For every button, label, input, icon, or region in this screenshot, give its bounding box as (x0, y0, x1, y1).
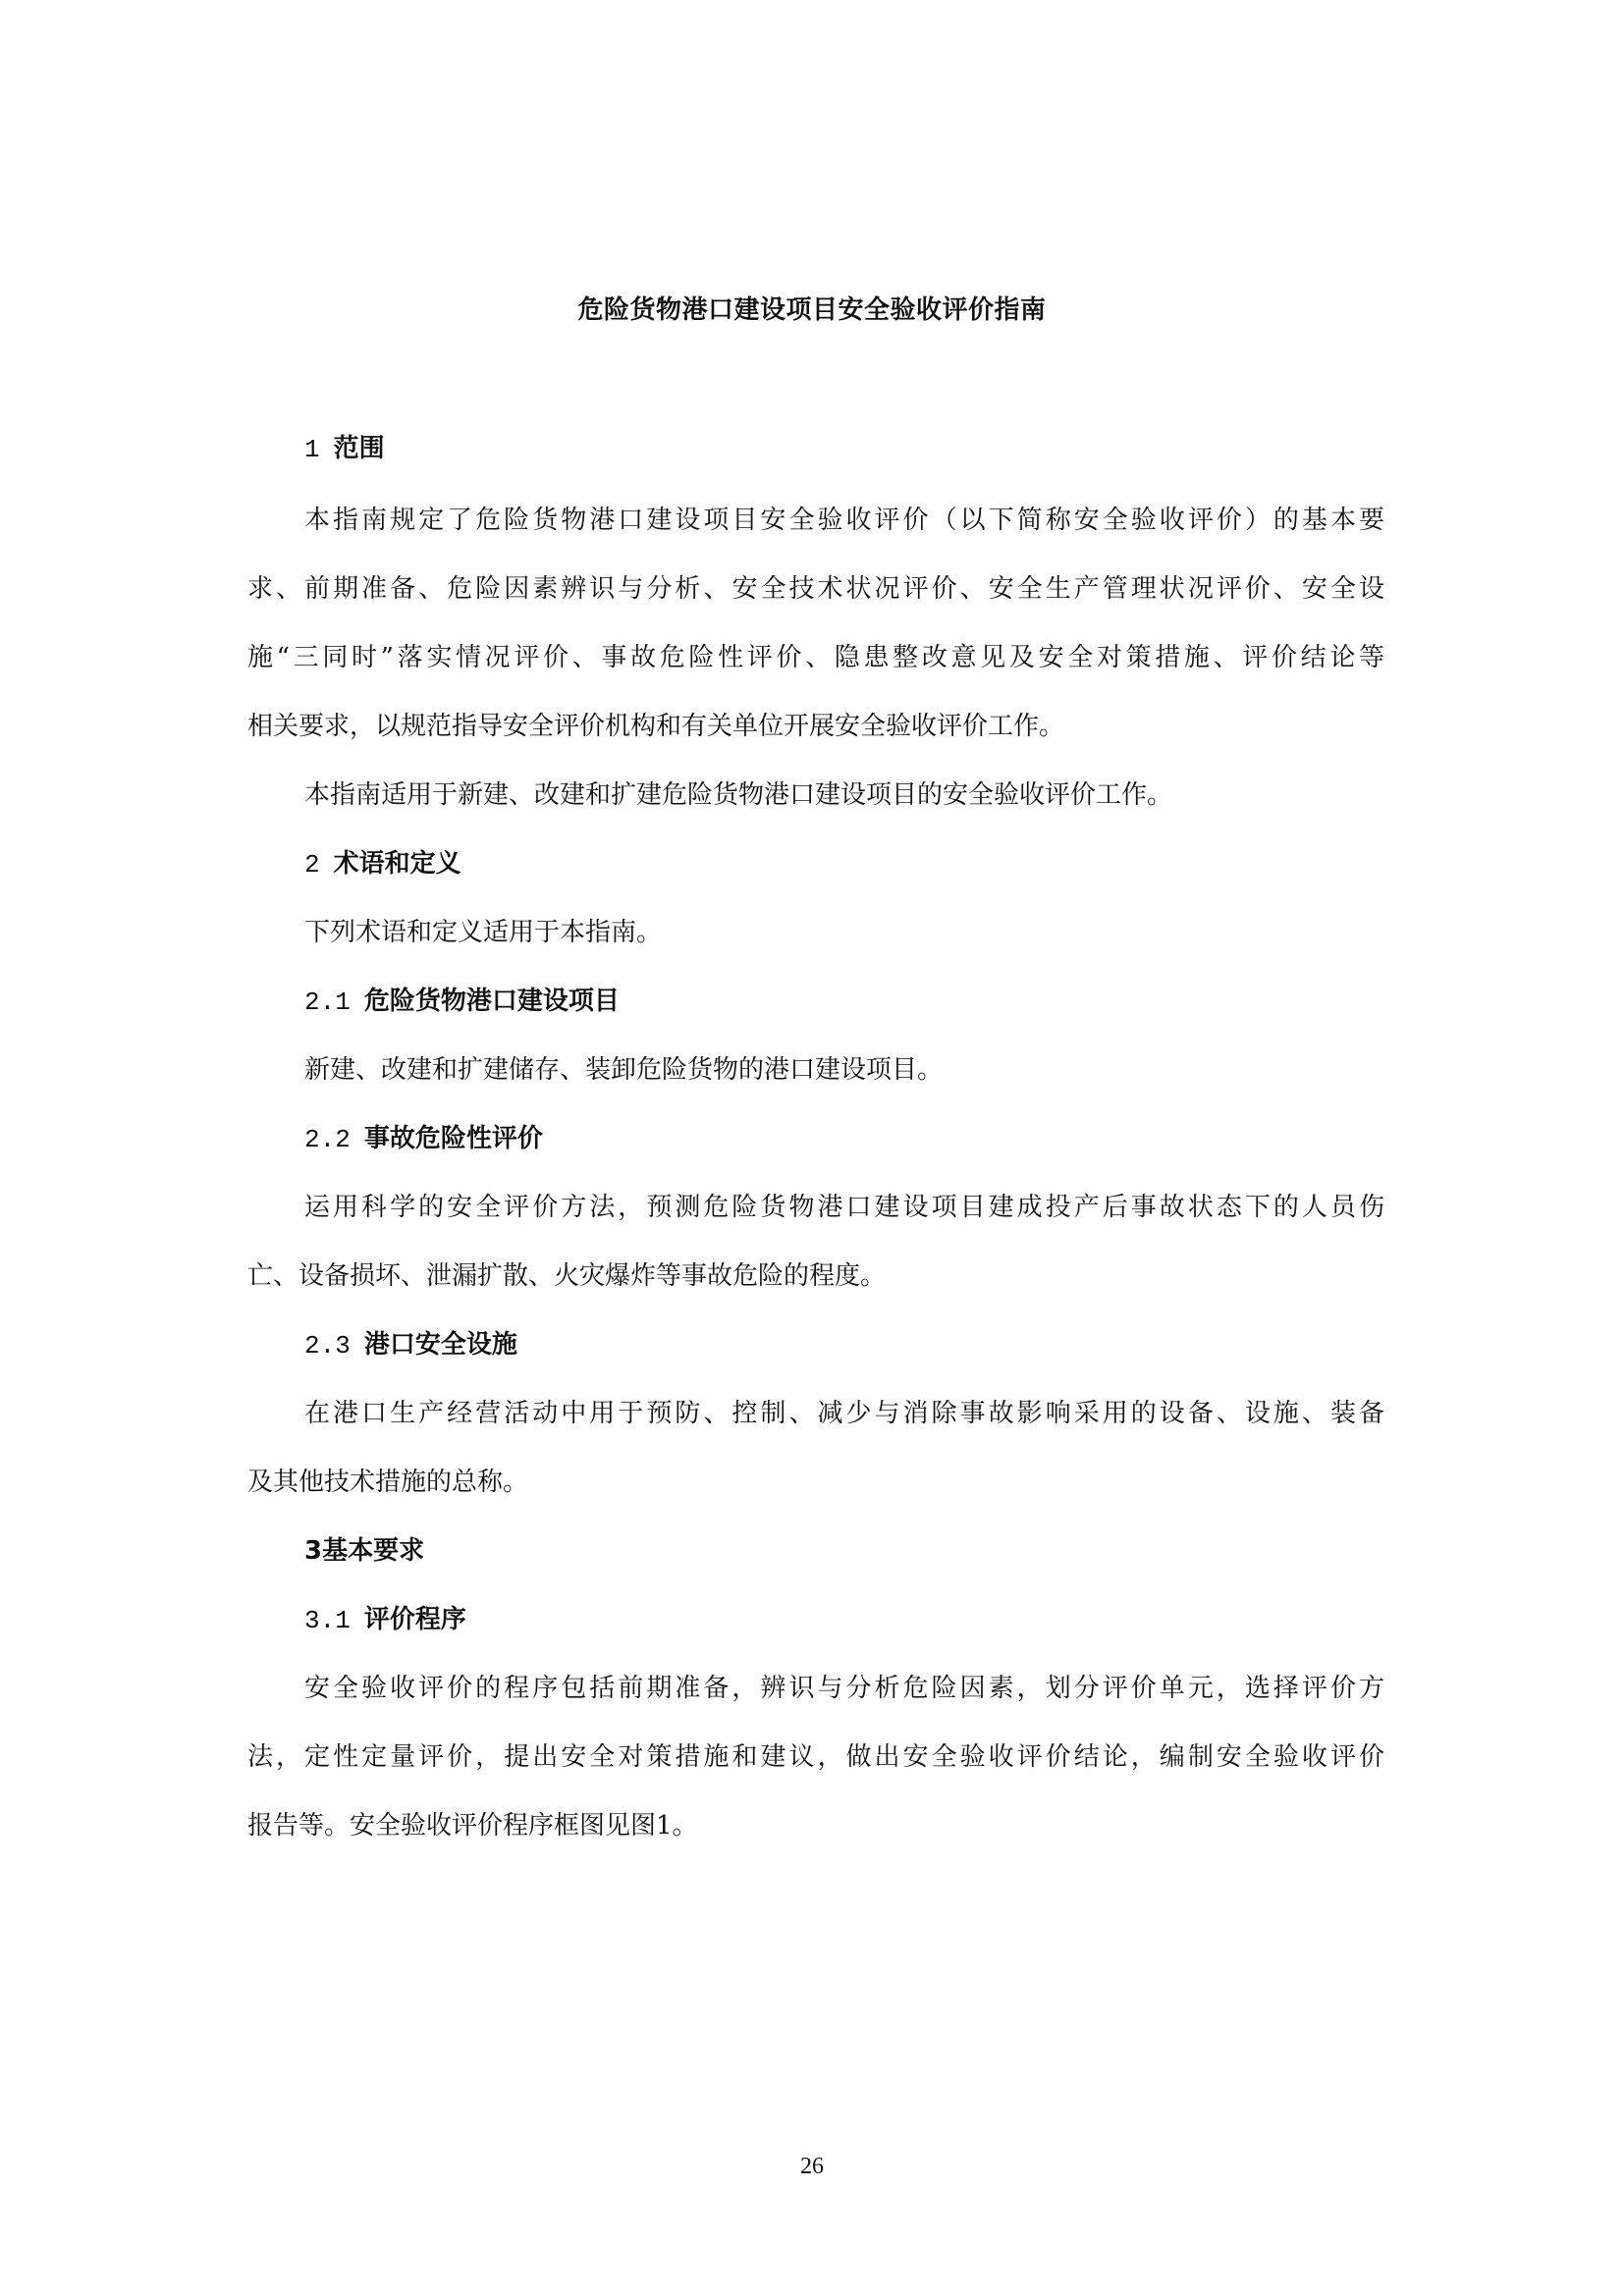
section-heading-3 (304, 1531, 424, 1571)
paragraph: 新建、改建和扩建储存、装卸危险货物的港口建设项目。 (304, 1055, 944, 1085)
section-title: 港口安全设施 (363, 1330, 517, 1360)
section-heading-2-1 (304, 982, 620, 1022)
section-number: 3.1 (304, 1606, 351, 1635)
paragraph: 本指南适用于新建、改建和扩建危险货物港口建设项目的安全验收评价工作。 (304, 780, 1173, 810)
paragraph-line: 安全验收评价的程序包括前期准备，辨识与分析危险因素，划分评价单元，选择评价方 (304, 1674, 1384, 1703)
section-heading-2-3 (304, 1325, 517, 1365)
section-number: 2.2 (304, 1125, 351, 1154)
section-title: 术语和定义 (333, 849, 461, 879)
paragraph-line: 在港口生产经营活动中用于预防、控制、减少与消除事故影响采用的设备、设施、装备 (304, 1399, 1384, 1428)
section-title: 事故危险性评价 (363, 1124, 543, 1153)
paragraph-line: 亡、设备损坏、泄漏扩散、火灾爆炸等事故危险的程度。 (247, 1261, 887, 1291)
paragraph-line: 报告等。安全验收评价程序框图见图1。 (247, 1811, 698, 1841)
section-heading-2-2 (304, 1119, 543, 1159)
paragraph-line: 施“三同时”落实情况评价、事故危险性评价、隐患整改意见及安全对策措施、评价结论等 (247, 643, 1384, 672)
paragraph-line: 求、前期准备、危险因素辨识与分析、安全技术状况评价、安全生产管理状况评价、安全设 (247, 574, 1384, 604)
section-heading-2 (304, 844, 461, 884)
document-title: 危险货物港口建设项目安全验收评价指南 (577, 295, 1047, 325)
paragraph-line: 运用科学的安全评价方法，预测危险货物港口建设项目建成投产后事故状态下的人员伤 (304, 1193, 1384, 1222)
paragraph-line: 相关要求，以规范指导安全评价机构和有关单位开展安全验收评价工作。 (247, 712, 1065, 741)
section-heading-1 (304, 429, 385, 469)
section-title: 范围 (333, 434, 385, 463)
section-number: 2.1 (304, 988, 351, 1017)
paragraph-line: 法，定性定量评价，提出安全对策措施和建议，做出安全验收评价结论，编制安全验收评价 (247, 1742, 1384, 1772)
page-number: 26 (800, 2154, 824, 2179)
section-number: 1 (304, 435, 320, 464)
paragraph-line: 及其他技术措施的总称。 (247, 1468, 529, 1497)
section-number: 2.3 (304, 1331, 351, 1361)
section-title: 评价程序 (363, 1605, 466, 1634)
paragraph: 下列术语和定义适用于本指南。 (304, 918, 663, 947)
paragraph-line: 本指南规定了危险货物港口建设项目安全验收评价（以下简称安全验收评价）的基本要 (304, 506, 1384, 535)
section-number: 2 (304, 850, 320, 880)
section-title: 危险货物港口建设项目 (363, 987, 620, 1016)
section-title: 3基本要求 (304, 1536, 425, 1566)
section-heading-3-1 (304, 1600, 466, 1640)
